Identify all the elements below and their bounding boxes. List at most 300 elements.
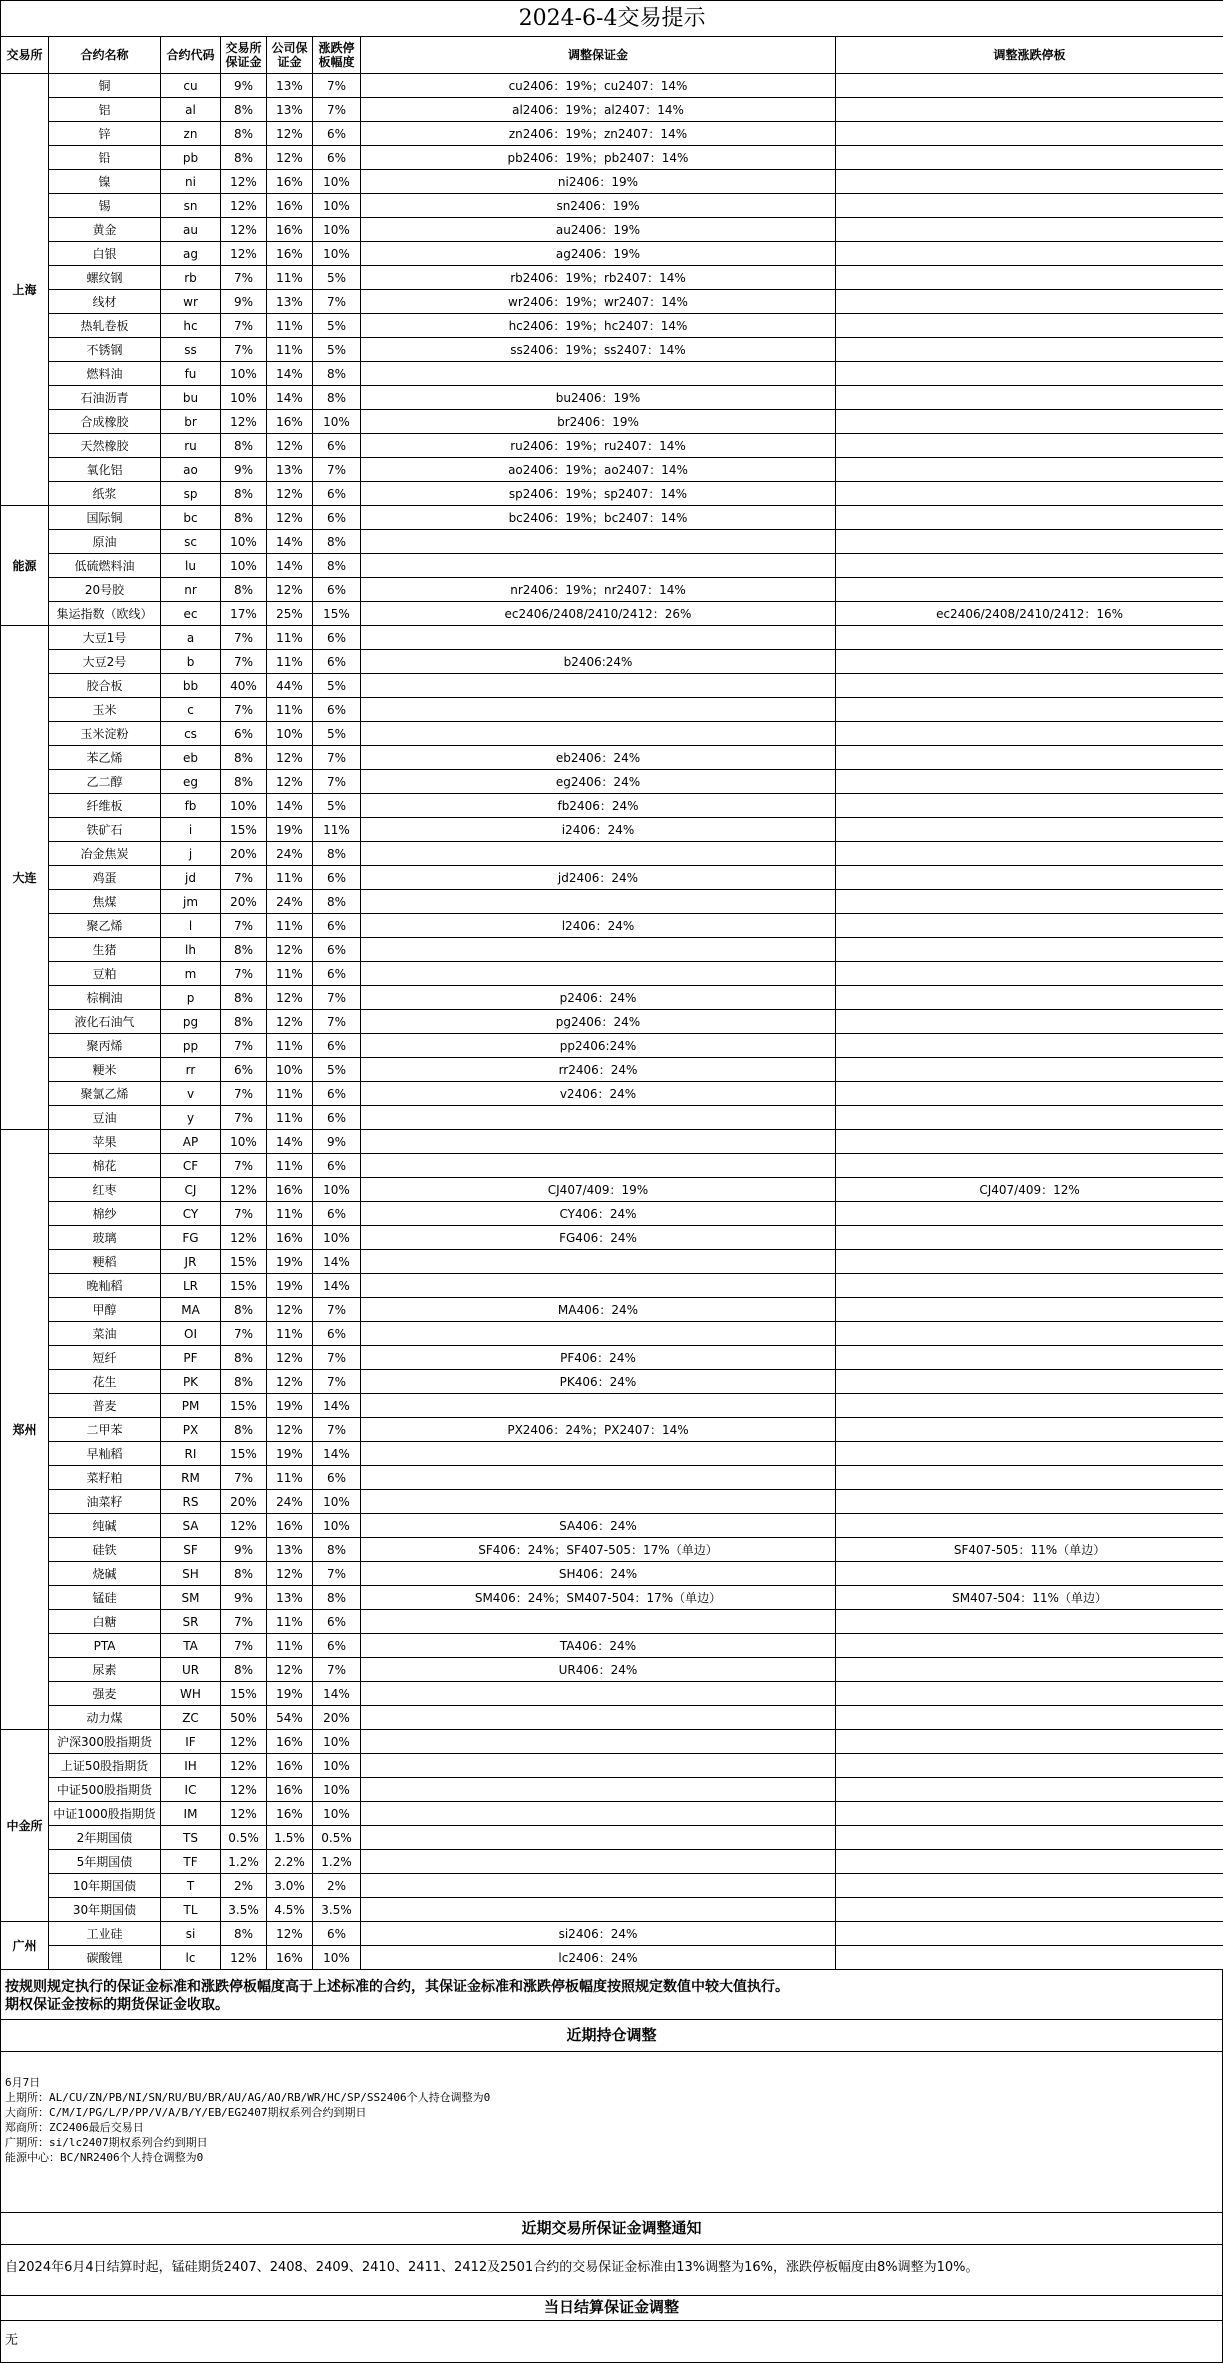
table-row <box>1 1082 1223 1106</box>
contract-name-cell: 铁矿石 <box>49 818 161 842</box>
adjust-margin-cell <box>361 1802 836 1826</box>
adjust-margin-cell: PK406：24% <box>361 1370 836 1394</box>
contract-code-cell: ru <box>161 434 221 458</box>
limit-cell: 7% <box>313 986 361 1010</box>
adjust-margin-cell: TA406：24% <box>361 1634 836 1658</box>
table-header <box>1 37 1223 74</box>
contract-name-cell: 粳米 <box>49 1058 161 1082</box>
limit-cell: 6% <box>313 1034 361 1058</box>
adjust-margin-cell <box>361 698 836 722</box>
company-margin-cell: 13% <box>267 1538 313 1562</box>
company-margin-cell: 14% <box>267 386 313 410</box>
contract-name-cell: 铅 <box>49 146 161 170</box>
exchange-cell: 上海 <box>1 74 49 506</box>
exchange-margin-cell: 10% <box>221 554 267 578</box>
company-margin-cell: 25% <box>267 602 313 626</box>
company-margin-cell: 16% <box>267 1946 313 1970</box>
contract-code-cell: jd <box>161 866 221 890</box>
limit-cell: 8% <box>313 890 361 914</box>
company-margin-cell: 24% <box>267 1490 313 1514</box>
exchange-margin-cell: 7% <box>221 962 267 986</box>
adjust-margin-cell: SF406：24%；SF407-505：17%（单边） <box>361 1538 836 1562</box>
contract-code-cell: c <box>161 698 221 722</box>
contract-code-cell: l <box>161 914 221 938</box>
company-margin-cell: 4.5% <box>267 1898 313 1922</box>
adjust-margin-cell: fb2406：24% <box>361 794 836 818</box>
exchange-margin-cell: 15% <box>221 1394 267 1418</box>
contract-name-cell: 线材 <box>49 290 161 314</box>
contract-code-cell: LR <box>161 1274 221 1298</box>
adjust-margin-cell <box>361 1490 836 1514</box>
rule-note <box>0 1970 1223 2020</box>
contract-code-cell: bb <box>161 674 221 698</box>
limit-cell: 20% <box>313 1706 361 1730</box>
adjust-margin-cell: SH406：24% <box>361 1562 836 1586</box>
contract-name-cell: 苹果 <box>49 1130 161 1154</box>
table-row <box>1 1442 1223 1466</box>
adjust-margin-cell: zn2406：19%；zn2407：14% <box>361 122 836 146</box>
adjust-limit-cell <box>836 1298 1223 1322</box>
table-row <box>1 962 1223 986</box>
adjust-limit-cell <box>836 1850 1223 1874</box>
table-row <box>1 794 1223 818</box>
table-row <box>1 266 1223 290</box>
exchange-margin-cell: 9% <box>221 1538 267 1562</box>
exchange-margin-cell: 12% <box>221 1778 267 1802</box>
company-margin-cell: 12% <box>267 1346 313 1370</box>
limit-cell: 5% <box>313 722 361 746</box>
limit-cell: 7% <box>313 290 361 314</box>
header-limit: 涨跌停板幅度 <box>313 37 361 74</box>
header-exchange-margin: 交易所保证金 <box>221 37 267 74</box>
table-row <box>1 866 1223 890</box>
adjust-margin-cell: sn2406：19% <box>361 194 836 218</box>
adjust-margin-cell: ag2406：19% <box>361 242 836 266</box>
limit-cell: 7% <box>313 1658 361 1682</box>
limit-cell: 6% <box>313 914 361 938</box>
company-margin-cell: 12% <box>267 1298 313 1322</box>
limit-cell: 7% <box>313 1010 361 1034</box>
contract-name-cell: 铝 <box>49 98 161 122</box>
adjust-margin-cell <box>361 842 836 866</box>
adjust-margin-cell: l2406：24% <box>361 914 836 938</box>
company-margin-cell: 14% <box>267 794 313 818</box>
company-margin-cell: 11% <box>267 1082 313 1106</box>
adjust-limit-cell <box>836 890 1223 914</box>
limit-cell: 8% <box>313 554 361 578</box>
contract-name-cell: 玉米淀粉 <box>49 722 161 746</box>
exchange-margin-cell: 10% <box>221 794 267 818</box>
table-row <box>1 1682 1223 1706</box>
exchange-margin-cell: 6% <box>221 722 267 746</box>
company-margin-cell: 12% <box>267 578 313 602</box>
adjust-limit-cell <box>836 1634 1223 1658</box>
adjust-limit-cell: CJ407/409：12% <box>836 1178 1223 1202</box>
exchange-margin-cell: 8% <box>221 1370 267 1394</box>
adjust-limit-cell <box>836 1130 1223 1154</box>
adjust-limit-cell <box>836 1058 1223 1082</box>
exchange-margin-cell: 8% <box>221 1658 267 1682</box>
contract-code-cell: PF <box>161 1346 221 1370</box>
adjust-limit-cell <box>836 770 1223 794</box>
company-margin-cell: 16% <box>267 194 313 218</box>
contract-name-cell: 30年期国债 <box>49 1898 161 1922</box>
exchange-margin-cell: 15% <box>221 1682 267 1706</box>
company-margin-cell: 16% <box>267 1730 313 1754</box>
contract-name-cell: 红枣 <box>49 1178 161 1202</box>
adjust-margin-cell <box>361 1130 836 1154</box>
exchange-margin-cell: 9% <box>221 458 267 482</box>
company-margin-cell: 16% <box>267 1178 313 1202</box>
exchange-margin-cell: 8% <box>221 986 267 1010</box>
exchange-margin-cell: 8% <box>221 1922 267 1946</box>
limit-cell: 6% <box>313 506 361 530</box>
adjust-limit-cell <box>836 626 1223 650</box>
adjust-margin-cell: MA406：24% <box>361 1298 836 1322</box>
company-margin-cell: 16% <box>267 170 313 194</box>
company-margin-cell: 11% <box>267 1322 313 1346</box>
exchange-margin-cell: 12% <box>221 1730 267 1754</box>
adjust-limit-cell <box>836 482 1223 506</box>
adjust-limit-cell <box>836 1754 1223 1778</box>
contract-name-cell: 聚氯乙烯 <box>49 1082 161 1106</box>
adjust-limit-cell <box>836 1322 1223 1346</box>
exchange-margin-cell: 8% <box>221 770 267 794</box>
contract-name-cell: 天然橡胶 <box>49 434 161 458</box>
adjust-limit-cell <box>836 74 1223 98</box>
table-row <box>1 194 1223 218</box>
adjust-limit-cell <box>836 362 1223 386</box>
table-row <box>1 170 1223 194</box>
company-margin-cell: 11% <box>267 1610 313 1634</box>
adjust-limit-cell <box>836 1922 1223 1946</box>
adjust-margin-cell: bc2406：19%；bc2407：14% <box>361 506 836 530</box>
adjust-limit-cell <box>836 1874 1223 1898</box>
contract-code-cell: OI <box>161 1322 221 1346</box>
contract-code-cell: v <box>161 1082 221 1106</box>
company-margin-cell: 11% <box>267 266 313 290</box>
adjust-margin-cell: i2406：24% <box>361 818 836 842</box>
contract-name-cell: 豆粕 <box>49 962 161 986</box>
limit-cell: 10% <box>313 410 361 434</box>
contract-code-cell: IM <box>161 1802 221 1826</box>
adjust-limit-cell <box>836 674 1223 698</box>
limit-cell: 7% <box>313 98 361 122</box>
contract-name-cell: 强麦 <box>49 1682 161 1706</box>
limit-cell: 7% <box>313 74 361 98</box>
contract-code-cell: lu <box>161 554 221 578</box>
exchange-margin-cell: 15% <box>221 1250 267 1274</box>
adjust-limit-cell: SF407-505：11%（单边） <box>836 1538 1223 1562</box>
rule-note-line: 期权保证金按标的期货保证金收取。 <box>5 1996 1218 2014</box>
company-margin-cell: 11% <box>267 698 313 722</box>
table-row <box>1 242 1223 266</box>
contract-code-cell: ag <box>161 242 221 266</box>
limit-cell: 5% <box>313 266 361 290</box>
adjust-limit-cell <box>836 1394 1223 1418</box>
company-margin-cell: 11% <box>267 314 313 338</box>
company-margin-cell: 19% <box>267 1250 313 1274</box>
contract-name-cell: 合成橡胶 <box>49 410 161 434</box>
limit-cell: 5% <box>313 338 361 362</box>
table-row <box>1 1922 1223 1946</box>
table-row <box>1 314 1223 338</box>
company-margin-cell: 11% <box>267 962 313 986</box>
exchange-margin-cell: 7% <box>221 1154 267 1178</box>
limit-cell: 10% <box>313 1754 361 1778</box>
exchange-margin-cell: 7% <box>221 1634 267 1658</box>
contract-code-cell: wr <box>161 290 221 314</box>
adjust-limit-cell <box>836 554 1223 578</box>
company-margin-cell: 12% <box>267 146 313 170</box>
contract-name-cell: 白糖 <box>49 1610 161 1634</box>
limit-cell: 6% <box>313 1634 361 1658</box>
limit-cell: 14% <box>313 1442 361 1466</box>
table-row <box>1 818 1223 842</box>
adjust-margin-cell <box>361 1682 836 1706</box>
company-margin-cell: 24% <box>267 842 313 866</box>
adjust-margin-cell <box>361 362 836 386</box>
contract-name-cell: 中证1000股指期货 <box>49 1802 161 1826</box>
exchange-margin-cell: 10% <box>221 530 267 554</box>
table-row <box>1 1730 1223 1754</box>
company-margin-cell: 11% <box>267 338 313 362</box>
contract-name-cell: 螺纹钢 <box>49 266 161 290</box>
exchange-margin-cell: 10% <box>221 386 267 410</box>
table-row <box>1 602 1223 626</box>
table-row <box>1 1562 1223 1586</box>
contract-code-cell: WH <box>161 1682 221 1706</box>
exchange-margin-cell: 10% <box>221 362 267 386</box>
adjust-margin-cell: PF406：24% <box>361 1346 836 1370</box>
adjust-margin-cell <box>361 1778 836 1802</box>
adjust-limit-cell <box>836 338 1223 362</box>
adjust-margin-cell: pb2406：19%；pb2407：14% <box>361 146 836 170</box>
table-row <box>1 914 1223 938</box>
table-row <box>1 1154 1223 1178</box>
contract-name-cell: 菜油 <box>49 1322 161 1346</box>
contract-name-cell: PTA <box>49 1634 161 1658</box>
exchange-margin-cell: 9% <box>221 1586 267 1610</box>
company-margin-cell: 12% <box>267 1010 313 1034</box>
adjust-margin-cell: SM406：24%；SM407-504：17%（单边） <box>361 1586 836 1610</box>
exchange-margin-cell: 7% <box>221 338 267 362</box>
exchange-margin-cell: 8% <box>221 146 267 170</box>
limit-cell: 6% <box>313 1922 361 1946</box>
contract-name-cell: 白银 <box>49 242 161 266</box>
contract-code-cell: CJ <box>161 1178 221 1202</box>
header-adjust-margin: 调整保证金 <box>361 37 836 74</box>
contract-code-cell: fu <box>161 362 221 386</box>
table-row <box>1 650 1223 674</box>
limit-cell: 6% <box>313 122 361 146</box>
contract-name-cell: 冶金焦炭 <box>49 842 161 866</box>
adjust-margin-cell: cu2406：19%；cu2407：14% <box>361 74 836 98</box>
position-line: 广期所：si/lc2407期权系列合约到期日 <box>5 2135 1218 2150</box>
contract-name-cell: 油菜籽 <box>49 1490 161 1514</box>
exchange-margin-cell: 12% <box>221 1226 267 1250</box>
adjust-limit-cell <box>836 1034 1223 1058</box>
contract-code-cell: pg <box>161 1010 221 1034</box>
position-line: 郑商所：ZC2406最后交易日 <box>5 2120 1218 2135</box>
limit-cell: 14% <box>313 1394 361 1418</box>
contract-code-cell: IF <box>161 1730 221 1754</box>
header-contract-name: 合约名称 <box>49 37 161 74</box>
exchange-margin-cell: 17% <box>221 602 267 626</box>
adjust-limit-cell <box>836 938 1223 962</box>
contract-code-cell: RS <box>161 1490 221 1514</box>
exchange-margin-cell: 9% <box>221 290 267 314</box>
adjust-limit-cell <box>836 1730 1223 1754</box>
adjust-limit-cell <box>836 1514 1223 1538</box>
adjust-limit-cell <box>836 242 1223 266</box>
exchange-margin-cell: 40% <box>221 674 267 698</box>
contract-name-cell: 甲醇 <box>49 1298 161 1322</box>
adjust-limit-cell <box>836 986 1223 1010</box>
adjust-margin-cell <box>361 1106 836 1130</box>
adjust-limit-cell <box>836 1802 1223 1826</box>
header-company-margin: 公司保证金 <box>267 37 313 74</box>
contract-code-cell: cu <box>161 74 221 98</box>
limit-cell: 8% <box>313 1538 361 1562</box>
adjust-limit-cell <box>836 1250 1223 1274</box>
exchange-margin-cell: 7% <box>221 698 267 722</box>
table-row <box>1 1058 1223 1082</box>
contract-code-cell: zn <box>161 122 221 146</box>
table-row <box>1 386 1223 410</box>
limit-cell: 14% <box>313 1274 361 1298</box>
adjust-limit-cell <box>836 794 1223 818</box>
company-margin-cell: 11% <box>267 1154 313 1178</box>
contract-name-cell: 棕榈油 <box>49 986 161 1010</box>
contract-name-cell: 粳稻 <box>49 1250 161 1274</box>
table-row <box>1 1130 1223 1154</box>
limit-cell: 0.5% <box>313 1826 361 1850</box>
limit-cell: 1.2% <box>313 1850 361 1874</box>
adjust-limit-cell <box>836 122 1223 146</box>
contract-name-cell: 氧化铝 <box>49 458 161 482</box>
contract-code-cell: lh <box>161 938 221 962</box>
exchange-margin-cell: 12% <box>221 1514 267 1538</box>
contract-code-cell: AP <box>161 1130 221 1154</box>
adjust-margin-cell <box>361 554 836 578</box>
adjust-limit-cell <box>836 1610 1223 1634</box>
contract-code-cell: UR <box>161 1658 221 1682</box>
contract-code-cell: hc <box>161 314 221 338</box>
table-row <box>1 1754 1223 1778</box>
adjust-margin-cell <box>361 1250 836 1274</box>
contract-name-cell: 焦煤 <box>49 890 161 914</box>
contract-name-cell: 苯乙烯 <box>49 746 161 770</box>
adjust-limit-cell <box>836 1082 1223 1106</box>
table-row <box>1 1418 1223 1442</box>
contract-name-cell: 棉花 <box>49 1154 161 1178</box>
limit-cell: 8% <box>313 1586 361 1610</box>
adjust-margin-cell: hc2406：19%；hc2407：14% <box>361 314 836 338</box>
limit-cell: 10% <box>313 194 361 218</box>
adjust-limit-cell <box>836 1466 1223 1490</box>
adjust-margin-cell <box>361 1826 836 1850</box>
company-margin-cell: 11% <box>267 1466 313 1490</box>
adjust-margin-cell: ao2406：19%；ao2407：14% <box>361 458 836 482</box>
exchange-margin-cell: 12% <box>221 1754 267 1778</box>
adjust-limit-cell <box>836 434 1223 458</box>
adjust-limit-cell <box>836 1346 1223 1370</box>
contract-name-cell: 5年期国债 <box>49 1850 161 1874</box>
company-margin-cell: 11% <box>267 1634 313 1658</box>
header-adjust-limit: 调整涨跌停板 <box>836 37 1223 74</box>
contract-name-cell: 液化石油气 <box>49 1010 161 1034</box>
adjust-margin-cell: au2406：19% <box>361 218 836 242</box>
company-margin-cell: 11% <box>267 626 313 650</box>
contract-name-cell: 镍 <box>49 170 161 194</box>
table-row <box>1 1610 1223 1634</box>
adjust-margin-cell: v2406：24% <box>361 1082 836 1106</box>
table-row <box>1 1658 1223 1682</box>
contract-code-cell: ao <box>161 458 221 482</box>
position-adjust-heading: 近期持仓调整 <box>0 2020 1223 2052</box>
limit-cell: 6% <box>313 578 361 602</box>
contract-code-cell: sp <box>161 482 221 506</box>
exchange-cell: 能源 <box>1 506 49 626</box>
table-row <box>1 362 1223 386</box>
limit-cell: 5% <box>313 1058 361 1082</box>
table-row <box>1 1802 1223 1826</box>
contract-name-cell: 尿素 <box>49 1658 161 1682</box>
adjust-margin-cell: CJ407/409：19% <box>361 1178 836 1202</box>
limit-cell: 6% <box>313 626 361 650</box>
table-row <box>1 74 1223 98</box>
contract-code-cell: a <box>161 626 221 650</box>
table-row <box>1 146 1223 170</box>
exchange-margin-cell: 7% <box>221 914 267 938</box>
contract-code-cell: jm <box>161 890 221 914</box>
limit-cell: 5% <box>313 794 361 818</box>
contract-code-cell: pp <box>161 1034 221 1058</box>
table-row <box>1 1514 1223 1538</box>
header-exchange: 交易所 <box>1 37 49 74</box>
company-margin-cell: 12% <box>267 1922 313 1946</box>
adjust-limit-cell <box>836 410 1223 434</box>
contract-name-cell: 聚乙烯 <box>49 914 161 938</box>
company-margin-cell: 13% <box>267 98 313 122</box>
adjust-limit-cell <box>836 1682 1223 1706</box>
adjust-limit-cell <box>836 1658 1223 1682</box>
contract-code-cell: SF <box>161 1538 221 1562</box>
limit-cell: 10% <box>313 1802 361 1826</box>
exchange-margin-cell: 8% <box>221 1418 267 1442</box>
rule-note-line: 按规则规定执行的保证金标准和涨跌停板幅度高于上述标准的合约，其保证金标准和涨跌停板幅度按照规定数值中较大值执行。 <box>5 1978 1218 1996</box>
adjust-margin-cell: ss2406：19%；ss2407：14% <box>361 338 836 362</box>
contract-name-cell: 棉纱 <box>49 1202 161 1226</box>
contract-code-cell: PK <box>161 1370 221 1394</box>
contract-name-cell: 菜籽粕 <box>49 1466 161 1490</box>
company-margin-cell: 11% <box>267 914 313 938</box>
limit-cell: 7% <box>313 1298 361 1322</box>
adjust-limit-cell <box>836 650 1223 674</box>
limit-cell: 6% <box>313 650 361 674</box>
adjust-margin-cell: nr2406：19%；nr2407：14% <box>361 578 836 602</box>
company-margin-cell: 19% <box>267 1682 313 1706</box>
contract-code-cell: JR <box>161 1250 221 1274</box>
adjust-margin-cell <box>361 1730 836 1754</box>
adjust-margin-cell: rr2406：24% <box>361 1058 836 1082</box>
exchange-margin-cell: 7% <box>221 626 267 650</box>
adjust-limit-cell <box>836 530 1223 554</box>
contract-name-cell: 早籼稻 <box>49 1442 161 1466</box>
contract-code-cell: ss <box>161 338 221 362</box>
contract-name-cell: 锌 <box>49 122 161 146</box>
